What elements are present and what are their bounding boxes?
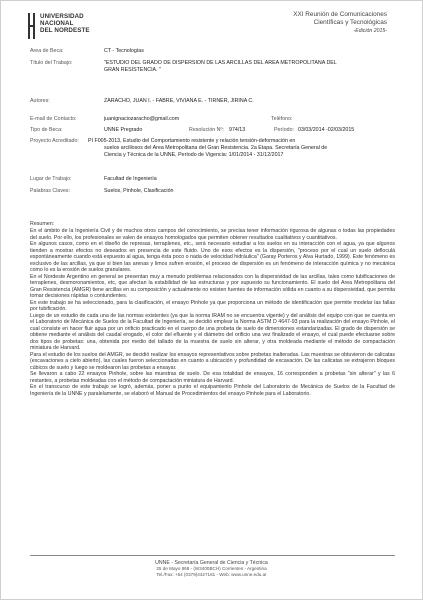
summary-body bbox=[30, 228, 395, 397]
logo-line-3: DEL NORDESTE bbox=[40, 27, 90, 34]
logo-line-2: NACIONAL bbox=[40, 20, 74, 27]
summary-paragraph: Se llevaron a cabo 22 ensayos Pinhole, sobre las muestras de suelo. De esa totalidad de ensayos, 16 corresponden a probetas "sin alterar" y las 6 restantes, a probetas moldeadas con el método de compactación miniatura de Harvard. bbox=[30, 371, 395, 384]
summary-paragraph: En el transcurso de este trabajo se logró, además, poner a punto el equipamiento Pinhole del Laboratorio de Mecánica de Suelos de la Facultad de Ingeniería de la UNNE y paralelamente, se elaboró el Manual de Procedimientos del ensayo Pinhole para el Laboratorio. bbox=[30, 384, 395, 397]
resolution-label: Resolución Nº: bbox=[189, 127, 224, 133]
resolution-value: 974/13 bbox=[229, 127, 246, 133]
footer-divider bbox=[30, 555, 395, 556]
authors-label: Autores: bbox=[30, 98, 50, 104]
event-edition: -Edición 2015- bbox=[353, 28, 387, 34]
period-value: 03/03/2014 -02/03/2015 bbox=[298, 127, 355, 133]
project-value-line-1: PI F005-2013, Estudio del Comportamiento resistente y relación tensión-deformación en bbox=[88, 138, 296, 144]
footer-line-3: Tel./Fax: +54 (0379)4427181 - Web: www.unne.edu.ar bbox=[156, 572, 267, 577]
period-label: Período: bbox=[274, 127, 295, 133]
footer-line-1: UNNE - Secretaría General de Ciencia y Técnica bbox=[155, 560, 268, 566]
workplace-label: Lugar de Trabajo: bbox=[30, 176, 72, 182]
event-title-2: Científicas y Tecnológicas bbox=[313, 19, 387, 26]
area-label: Area de Beca: bbox=[30, 48, 64, 54]
beca-type-value: UNNE Pregrado bbox=[104, 127, 143, 133]
project-value-line-2: suelos arcillosos del Area Metropolitana del Gran Resistencia. 2a Etapa. Secretaría General de bbox=[104, 145, 328, 151]
footer-line-2: 25 de Mayo 868 - (W3400BCH) Corrientes - Argentina bbox=[156, 566, 267, 571]
summary-paragraph: En este trabajo se ha seleccionado, para la clasificación, el ensayo Pinhole ya que proporciona un método de identificación que permite modelar las fallas por tubificación. bbox=[30, 299, 395, 312]
email-label: E-mail de Contacto: bbox=[30, 116, 77, 122]
area-value: CT - Tecnologías bbox=[104, 48, 144, 54]
summary-paragraph: En el ámbito de la Ingeniería Civil y de muchos otros campos del conocimiento, se precisa tener información rigurosa de algunas o todas las propiedades del suelo. Por ello, los profesionales se valen de ensayos homologados que permiten obtener resultados cualitativos y cuantitativos. bbox=[30, 228, 395, 241]
title-value-line-2: GRAN RESISTENCIA. " bbox=[104, 67, 161, 73]
logo-mark-icon bbox=[28, 13, 36, 39]
beca-type-label: Tipo de Beca: bbox=[30, 127, 63, 133]
logo-text bbox=[40, 13, 90, 34]
logo-line-1: UNIVERSIDAD bbox=[40, 13, 84, 20]
summary-paragraph: Para el estudio de los suelos del AMGR, se decidió realizar los ensayos representativos sobre probetas inalteradas. Las muestras se obtuvieron de calicatas (excavaciones a cielo abierto), las cuales fueron seleccionadas en cuanto a ubicación y profundidad de excavación. De las calicatas se extrajeron bloques cúbicos de suelo y luego se moldearon las probetas a ensayar. bbox=[30, 351, 395, 371]
title-value-line-1: "ESTUDIO DEL GRADO DE DISPERSION DE LAS ARCILLAS DEL AREA METROPOLITANA DEL bbox=[104, 60, 337, 66]
summary-paragraph: Luego de un estudio de cada una de las normas existentes (ya que la norma IRAM no se encuentra vigente) y del análisis del equipo con que se cuenta en el Laboratorio de Mecánica de Suelos de la Facultad de Ingeniería, se decidió emplear la Norma ASTM D 4647-93 para la realización del ensayo Pinhole, el cual consiste en hacer fluir agua por un orificio practicado en el cuerpo de una probeta de suelo de dimensiones estandarizadas. El grado de dispersión se obtiene mediante el análisis del caudal erogado, el color del efluente y el diámetro del orificio una vez finalizado el ensayo, el cual puede efectuarse sobre dos tipos de probetas: una, obtenida por medio del tallado de la muestra de suelo sin alterar, y otra moldeada mediante el método de compactación miniatura de Harvard. bbox=[30, 312, 395, 351]
keywords-value: Suelos, Pinhole, Clasificación bbox=[104, 188, 174, 194]
workplace-value: Facultad de Ingeniería bbox=[104, 176, 157, 182]
project-value-line-3: Ciencia y Técnica de la UNNE, Período de Vigencia: 1/01/2014 - 31/12/2017 bbox=[104, 152, 284, 158]
event-title-1: XXI Reunión de Comunicaciones bbox=[293, 11, 387, 18]
phone-label: Teléfono: bbox=[271, 116, 293, 122]
summary-title: Resumen: bbox=[30, 221, 55, 227]
summary-paragraph: En algunos casos, como en el diseño de represas, terraplenes, etc., será necesario estudiar a los suelos en su interacción con el agua, ya que algunos tienden a mostrar efectos no deseados en presencia de este fluido. Uno de esos efectos es la dispersión, "proceso por el cual un suelo defloculá espontáneamente cuando está expuesto al agua, tenga ésta poco o nada de velocidad hidráulica" (Garay Porteros y Alva Hurtado, 1999). Este fenómeno es exclusivo de las arcillas, ya que si bien las arenas y limos sufren erosión, el proceso de dispersión es un fenómeno de interacción química y no mecánica como lo es la erosión de suelos granulares. bbox=[30, 241, 395, 273]
authors-value: ZARACHO, JUAN I. - FABRE, VIVIANA E. - TIRNER, JIRINA C. bbox=[104, 98, 254, 104]
university-logo bbox=[28, 13, 128, 39]
project-label: Proyecto Acreditado: bbox=[30, 138, 79, 144]
event-header bbox=[293, 11, 387, 35]
title-label: Título del Trabajo: bbox=[30, 60, 73, 66]
footer bbox=[0, 560, 423, 578]
email-value: juanignaciozaracho@gmail.com bbox=[104, 116, 180, 122]
keywords-label: Palabras Claves: bbox=[30, 188, 71, 194]
summary-paragraph: En el Nordeste Argentino en general se presentan muy a menudo problemas relacionados con la dispersividad de las arcillas, tales como tubificaciones de terraplenes, desmoronamientos, etc, que afectan la estabilidad de las estructuras y por supuesto su funcionamiento. El suelo del Area Metropolitana del Gran Resistencia (AMGR) tiene arcillas en su composición y actualmente no existen fuentes de información sólida en cuanto a su dispersividad, que permita tomar decisiones rápidas o contundentes. bbox=[30, 273, 395, 299]
